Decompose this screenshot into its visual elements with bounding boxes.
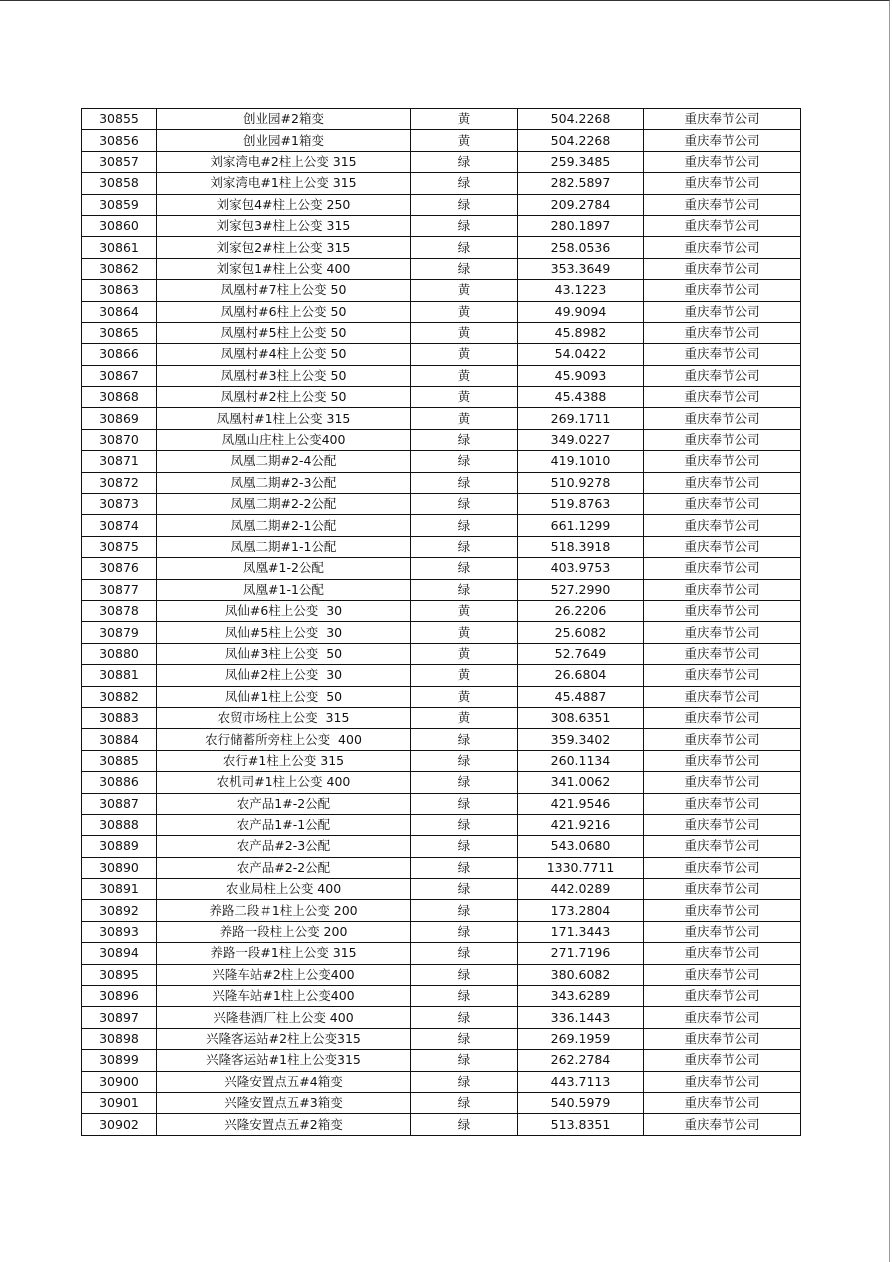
value-cell: 45.9093	[518, 365, 644, 386]
status-color-cell: 绿	[411, 258, 518, 279]
row-id-cell: 30875	[82, 536, 157, 557]
company-cell: 重庆奉节公司	[644, 109, 801, 130]
table-row	[82, 515, 801, 536]
status-color-cell: 绿	[411, 215, 518, 236]
transformer-name-cell: 农业局柱上公变 400	[157, 879, 411, 900]
table-row	[82, 879, 801, 900]
company-cell: 重庆奉节公司	[644, 1028, 801, 1049]
value-cell: 54.0422	[518, 344, 644, 365]
status-color-cell: 绿	[411, 515, 518, 536]
transformer-name-cell: 凤仙#2柱上公变 30	[157, 665, 411, 686]
table-row	[82, 472, 801, 493]
row-id-cell: 30855	[82, 109, 157, 130]
company-cell: 重庆奉节公司	[644, 1007, 801, 1028]
row-id-cell: 30858	[82, 173, 157, 194]
company-cell: 重庆奉节公司	[644, 494, 801, 515]
company-cell: 重庆奉节公司	[644, 130, 801, 151]
table-row	[82, 1092, 801, 1113]
transformer-name-cell: 刘家包1#柱上公变 400	[157, 258, 411, 279]
value-cell: 419.1010	[518, 451, 644, 472]
row-id-cell: 30881	[82, 665, 157, 686]
table-row	[82, 579, 801, 600]
value-cell: 43.1223	[518, 280, 644, 301]
status-color-cell: 绿	[411, 900, 518, 921]
row-id-cell: 30879	[82, 622, 157, 643]
transformer-name-cell: 凤凰村#4柱上公变 50	[157, 344, 411, 365]
value-cell: 260.1134	[518, 750, 644, 771]
row-id-cell: 30900	[82, 1071, 157, 1092]
company-cell: 重庆奉节公司	[644, 387, 801, 408]
row-id-cell: 30878	[82, 600, 157, 621]
value-cell: 504.2268	[518, 109, 644, 130]
status-color-cell: 绿	[411, 237, 518, 258]
status-color-cell: 黄	[411, 365, 518, 386]
transformer-name-cell: 凤凰#1-1公配	[157, 579, 411, 600]
row-id-cell: 30894	[82, 943, 157, 964]
status-color-cell: 黄	[411, 686, 518, 707]
value-cell: 513.8351	[518, 1114, 644, 1135]
status-color-cell: 绿	[411, 921, 518, 942]
status-color-cell: 黄	[411, 280, 518, 301]
table-row	[82, 322, 801, 343]
company-cell: 重庆奉节公司	[644, 579, 801, 600]
table-row	[82, 344, 801, 365]
table-row	[82, 173, 801, 194]
transformer-name-cell: 农产品#2-3公配	[157, 836, 411, 857]
transformer-name-cell: 兴隆安置点五#3箱变	[157, 1092, 411, 1113]
company-cell: 重庆奉节公司	[644, 707, 801, 728]
transformer-name-cell: 农机司#1柱上公变 400	[157, 772, 411, 793]
transformer-name-cell: 农行储蓄所旁柱上公变 400	[157, 729, 411, 750]
transformer-table	[81, 108, 801, 1136]
company-cell: 重庆奉节公司	[644, 986, 801, 1007]
table-row	[82, 1071, 801, 1092]
row-id-cell: 30895	[82, 964, 157, 985]
transformer-name-cell: 刘家包2#柱上公变 315	[157, 237, 411, 258]
value-cell: 359.3402	[518, 729, 644, 750]
status-color-cell: 黄	[411, 109, 518, 130]
transformer-name-cell: 凤凰二期#1-1公配	[157, 536, 411, 557]
company-cell: 重庆奉节公司	[644, 451, 801, 472]
value-cell: 269.1959	[518, 1028, 644, 1049]
table-row	[82, 814, 801, 835]
status-color-cell: 绿	[411, 879, 518, 900]
value-cell: 25.6082	[518, 622, 644, 643]
value-cell: 380.6082	[518, 964, 644, 985]
table-row	[82, 536, 801, 557]
company-cell: 重庆奉节公司	[644, 1071, 801, 1092]
transformer-name-cell: 农产品1#-1公配	[157, 814, 411, 835]
status-color-cell: 绿	[411, 494, 518, 515]
company-cell: 重庆奉节公司	[644, 558, 801, 579]
company-cell: 重庆奉节公司	[644, 686, 801, 707]
status-color-cell: 黄	[411, 387, 518, 408]
row-id-cell: 30888	[82, 814, 157, 835]
status-color-cell: 黄	[411, 322, 518, 343]
table-row	[82, 665, 801, 686]
status-color-cell: 绿	[411, 1071, 518, 1092]
status-color-cell: 绿	[411, 173, 518, 194]
table-row	[82, 772, 801, 793]
value-cell: 280.1897	[518, 215, 644, 236]
table-row	[82, 301, 801, 322]
table-row	[82, 494, 801, 515]
status-color-cell: 黄	[411, 622, 518, 643]
status-color-cell: 绿	[411, 750, 518, 771]
transformer-name-cell: 凤仙#3柱上公变 50	[157, 643, 411, 664]
transformer-name-cell: 刘家包3#柱上公变 315	[157, 215, 411, 236]
status-color-cell: 黄	[411, 643, 518, 664]
transformer-name-cell: 养路一段柱上公变 200	[157, 921, 411, 942]
value-cell: 308.6351	[518, 707, 644, 728]
row-id-cell: 30890	[82, 857, 157, 878]
table-row	[82, 194, 801, 215]
value-cell: 343.6289	[518, 986, 644, 1007]
status-color-cell: 绿	[411, 857, 518, 878]
company-cell: 重庆奉节公司	[644, 964, 801, 985]
transformer-name-cell: 兴隆安置点五#2箱变	[157, 1114, 411, 1135]
transformer-name-cell: 养路一段#1柱上公变 315	[157, 943, 411, 964]
transformer-name-cell: 凤凰村#2柱上公变 50	[157, 387, 411, 408]
row-id-cell: 30869	[82, 408, 157, 429]
table-row	[82, 1114, 801, 1135]
row-id-cell: 30871	[82, 451, 157, 472]
company-cell: 重庆奉节公司	[644, 622, 801, 643]
value-cell: 1330.7711	[518, 857, 644, 878]
table-row	[82, 729, 801, 750]
status-color-cell: 绿	[411, 814, 518, 835]
status-color-cell: 绿	[411, 836, 518, 857]
transformer-name-cell: 凤仙#5柱上公变 30	[157, 622, 411, 643]
status-color-cell: 绿	[411, 151, 518, 172]
transformer-name-cell: 养路二段＃1柱上公变 200	[157, 900, 411, 921]
row-id-cell: 30886	[82, 772, 157, 793]
company-cell: 重庆奉节公司	[644, 173, 801, 194]
company-cell: 重庆奉节公司	[644, 237, 801, 258]
row-id-cell: 30859	[82, 194, 157, 215]
transformer-name-cell: 兴隆巷酒厂柱上公变 400	[157, 1007, 411, 1028]
table-row	[82, 237, 801, 258]
row-id-cell: 30889	[82, 836, 157, 857]
value-cell: 519.8763	[518, 494, 644, 515]
transformer-name-cell: 凤凰村#5柱上公变 50	[157, 322, 411, 343]
value-cell: 341.0062	[518, 772, 644, 793]
table-row	[82, 280, 801, 301]
company-cell: 重庆奉节公司	[644, 665, 801, 686]
transformer-name-cell: 刘家湾电#1柱上公变 315	[157, 173, 411, 194]
table-row	[82, 943, 801, 964]
row-id-cell: 30902	[82, 1114, 157, 1135]
company-cell: 重庆奉节公司	[644, 600, 801, 621]
value-cell: 336.1443	[518, 1007, 644, 1028]
status-color-cell: 绿	[411, 772, 518, 793]
transformer-name-cell: 刘家包4#柱上公变 250	[157, 194, 411, 215]
value-cell: 259.3485	[518, 151, 644, 172]
status-color-cell: 绿	[411, 1114, 518, 1135]
status-color-cell: 绿	[411, 793, 518, 814]
status-color-cell: 绿	[411, 558, 518, 579]
table-row	[82, 643, 801, 664]
value-cell: 262.2784	[518, 1050, 644, 1071]
company-cell: 重庆奉节公司	[644, 151, 801, 172]
status-color-cell: 绿	[411, 194, 518, 215]
row-id-cell: 30884	[82, 729, 157, 750]
row-id-cell: 30872	[82, 472, 157, 493]
transformer-name-cell: 凤凰二期#2-4公配	[157, 451, 411, 472]
value-cell: 349.0227	[518, 429, 644, 450]
row-id-cell: 30865	[82, 322, 157, 343]
value-cell: 173.2804	[518, 900, 644, 921]
status-color-cell: 绿	[411, 1028, 518, 1049]
row-id-cell: 30864	[82, 301, 157, 322]
transformer-name-cell: 凤凰二期#2-2公配	[157, 494, 411, 515]
value-cell: 49.9094	[518, 301, 644, 322]
company-cell: 重庆奉节公司	[644, 365, 801, 386]
table-row	[82, 964, 801, 985]
transformer-name-cell: 刘家湾电#2柱上公变 315	[157, 151, 411, 172]
table-row	[82, 793, 801, 814]
value-cell: 518.3918	[518, 536, 644, 557]
transformer-name-cell: 凤凰#1-2公配	[157, 558, 411, 579]
status-color-cell: 绿	[411, 536, 518, 557]
table-row	[82, 707, 801, 728]
value-cell: 271.7196	[518, 943, 644, 964]
transformer-name-cell: 兴隆车站#2柱上公变400	[157, 964, 411, 985]
value-cell: 504.2268	[518, 130, 644, 151]
company-cell: 重庆奉节公司	[644, 301, 801, 322]
row-id-cell: 30860	[82, 215, 157, 236]
table-row	[82, 686, 801, 707]
table-row	[82, 900, 801, 921]
transformer-name-cell: 凤凰村#1柱上公变 315	[157, 408, 411, 429]
transformer-name-cell: 创业园#2箱变	[157, 109, 411, 130]
company-cell: 重庆奉节公司	[644, 280, 801, 301]
row-id-cell: 30898	[82, 1028, 157, 1049]
company-cell: 重庆奉节公司	[644, 793, 801, 814]
company-cell: 重庆奉节公司	[644, 215, 801, 236]
table-row	[82, 986, 801, 1007]
transformer-name-cell: 凤仙#1柱上公变 50	[157, 686, 411, 707]
company-cell: 重庆奉节公司	[644, 536, 801, 557]
status-color-cell: 绿	[411, 1092, 518, 1113]
transformer-name-cell: 农产品1#-2公配	[157, 793, 411, 814]
transformer-name-cell: 凤凰村#7柱上公变 50	[157, 280, 411, 301]
value-cell: 45.8982	[518, 322, 644, 343]
transformer-name-cell: 兴隆客运站#2柱上公变315	[157, 1028, 411, 1049]
company-cell: 重庆奉节公司	[644, 408, 801, 429]
table-row	[82, 109, 801, 130]
company-cell: 重庆奉节公司	[644, 643, 801, 664]
table-row	[82, 1028, 801, 1049]
company-cell: 重庆奉节公司	[644, 729, 801, 750]
row-id-cell: 30882	[82, 686, 157, 707]
status-color-cell: 绿	[411, 729, 518, 750]
status-color-cell: 绿	[411, 1007, 518, 1028]
row-id-cell: 30873	[82, 494, 157, 515]
row-id-cell: 30893	[82, 921, 157, 942]
table-row	[82, 429, 801, 450]
table-row	[82, 451, 801, 472]
row-id-cell: 30876	[82, 558, 157, 579]
status-color-cell: 黄	[411, 408, 518, 429]
row-id-cell: 30899	[82, 1050, 157, 1071]
transformer-name-cell: 凤凰二期#2-1公配	[157, 515, 411, 536]
company-cell: 重庆奉节公司	[644, 194, 801, 215]
status-color-cell: 绿	[411, 943, 518, 964]
value-cell: 209.2784	[518, 194, 644, 215]
value-cell: 527.2990	[518, 579, 644, 600]
value-cell: 26.2206	[518, 600, 644, 621]
row-id-cell: 30896	[82, 986, 157, 1007]
table-body	[82, 109, 801, 1136]
transformer-name-cell: 凤凰村#3柱上公变 50	[157, 365, 411, 386]
status-color-cell: 黄	[411, 665, 518, 686]
transformer-name-cell: 凤凰山庄柱上公变400	[157, 429, 411, 450]
value-cell: 442.0289	[518, 879, 644, 900]
company-cell: 重庆奉节公司	[644, 429, 801, 450]
company-cell: 重庆奉节公司	[644, 921, 801, 942]
value-cell: 171.3443	[518, 921, 644, 942]
company-cell: 重庆奉节公司	[644, 515, 801, 536]
table-row	[82, 921, 801, 942]
row-id-cell: 30880	[82, 643, 157, 664]
transformer-name-cell: 农贸市场柱上公变 315	[157, 707, 411, 728]
table-row	[82, 600, 801, 621]
row-id-cell: 30897	[82, 1007, 157, 1028]
company-cell: 重庆奉节公司	[644, 258, 801, 279]
company-cell: 重庆奉节公司	[644, 472, 801, 493]
transformer-name-cell: 农产品#2-2公配	[157, 857, 411, 878]
company-cell: 重庆奉节公司	[644, 900, 801, 921]
value-cell: 45.4388	[518, 387, 644, 408]
row-id-cell: 30857	[82, 151, 157, 172]
status-color-cell: 绿	[411, 451, 518, 472]
table-row	[82, 130, 801, 151]
row-id-cell: 30863	[82, 280, 157, 301]
row-id-cell: 30883	[82, 707, 157, 728]
table-row	[82, 750, 801, 771]
value-cell: 52.7649	[518, 643, 644, 664]
company-cell: 重庆奉节公司	[644, 322, 801, 343]
row-id-cell: 30877	[82, 579, 157, 600]
row-id-cell: 30892	[82, 900, 157, 921]
value-cell: 510.9278	[518, 472, 644, 493]
table-row	[82, 258, 801, 279]
table-row	[82, 1050, 801, 1071]
status-color-cell: 黄	[411, 707, 518, 728]
row-id-cell: 30868	[82, 387, 157, 408]
value-cell: 269.1711	[518, 408, 644, 429]
row-id-cell: 30862	[82, 258, 157, 279]
row-id-cell: 30866	[82, 344, 157, 365]
row-id-cell: 30856	[82, 130, 157, 151]
table-row	[82, 387, 801, 408]
row-id-cell: 30867	[82, 365, 157, 386]
value-cell: 661.1299	[518, 515, 644, 536]
table-row	[82, 836, 801, 857]
status-color-cell: 绿	[411, 429, 518, 450]
value-cell: 443.7113	[518, 1071, 644, 1092]
row-id-cell: 30891	[82, 879, 157, 900]
company-cell: 重庆奉节公司	[644, 879, 801, 900]
table-row	[82, 215, 801, 236]
value-cell: 540.5979	[518, 1092, 644, 1113]
table-row	[82, 857, 801, 878]
table-row	[82, 408, 801, 429]
status-color-cell: 黄	[411, 130, 518, 151]
transformer-name-cell: 凤仙#6柱上公变 30	[157, 600, 411, 621]
transformer-name-cell: 农行#1柱上公变 315	[157, 750, 411, 771]
transformer-name-cell: 兴隆客运站#1柱上公变315	[157, 1050, 411, 1071]
transformer-name-cell: 兴隆车站#1柱上公变400	[157, 986, 411, 1007]
company-cell: 重庆奉节公司	[644, 857, 801, 878]
value-cell: 45.4887	[518, 686, 644, 707]
transformer-name-cell: 凤凰村#6柱上公变 50	[157, 301, 411, 322]
company-cell: 重庆奉节公司	[644, 1092, 801, 1113]
value-cell: 403.9753	[518, 558, 644, 579]
company-cell: 重庆奉节公司	[644, 772, 801, 793]
status-color-cell: 绿	[411, 579, 518, 600]
table-row	[82, 622, 801, 643]
transformer-name-cell: 凤凰二期#2-3公配	[157, 472, 411, 493]
company-cell: 重庆奉节公司	[644, 1050, 801, 1071]
row-id-cell: 30861	[82, 237, 157, 258]
table-row	[82, 1007, 801, 1028]
value-cell: 353.3649	[518, 258, 644, 279]
status-color-cell: 绿	[411, 472, 518, 493]
status-color-cell: 绿	[411, 986, 518, 1007]
company-cell: 重庆奉节公司	[644, 1114, 801, 1135]
row-id-cell: 30870	[82, 429, 157, 450]
value-cell: 26.6804	[518, 665, 644, 686]
row-id-cell: 30901	[82, 1092, 157, 1113]
value-cell: 543.0680	[518, 836, 644, 857]
value-cell: 282.5897	[518, 173, 644, 194]
value-cell: 258.0536	[518, 237, 644, 258]
value-cell: 421.9546	[518, 793, 644, 814]
company-cell: 重庆奉节公司	[644, 814, 801, 835]
table-row	[82, 365, 801, 386]
table-row	[82, 558, 801, 579]
company-cell: 重庆奉节公司	[644, 943, 801, 964]
row-id-cell: 30885	[82, 750, 157, 771]
status-color-cell: 绿	[411, 1050, 518, 1071]
status-color-cell: 黄	[411, 301, 518, 322]
value-cell: 421.9216	[518, 814, 644, 835]
company-cell: 重庆奉节公司	[644, 750, 801, 771]
status-color-cell: 黄	[411, 600, 518, 621]
transformer-name-cell: 创业园#1箱变	[157, 130, 411, 151]
table-row	[82, 151, 801, 172]
company-cell: 重庆奉节公司	[644, 344, 801, 365]
status-color-cell: 绿	[411, 964, 518, 985]
row-id-cell: 30887	[82, 793, 157, 814]
status-color-cell: 黄	[411, 344, 518, 365]
company-cell: 重庆奉节公司	[644, 836, 801, 857]
row-id-cell: 30874	[82, 515, 157, 536]
transformer-name-cell: 兴隆安置点五#4箱变	[157, 1071, 411, 1092]
